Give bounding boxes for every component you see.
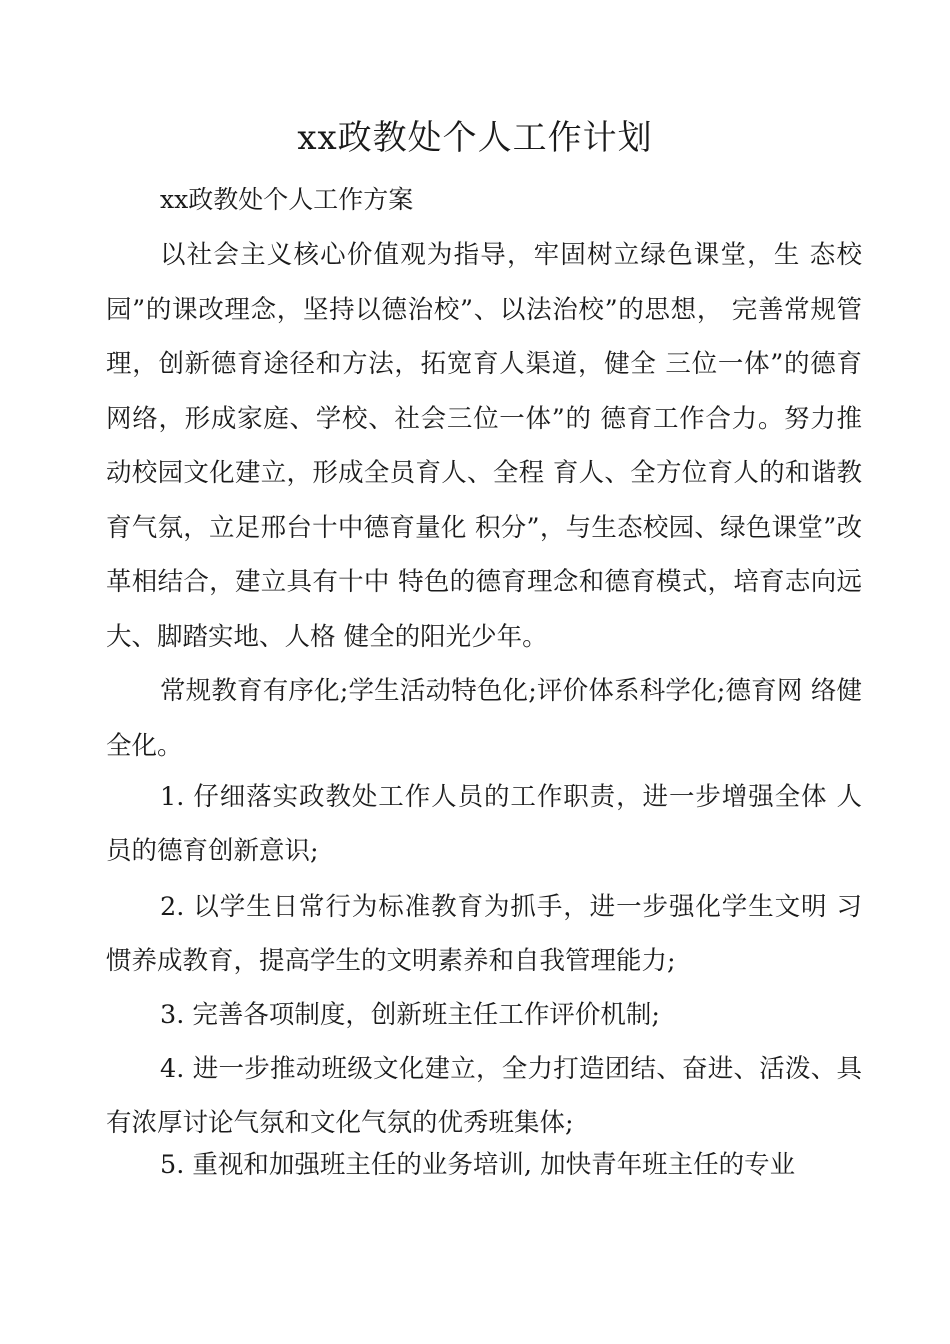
list-item: 5. 重视和加强班主任的业务培训, 加快青年班主任的专业 <box>160 1150 796 1180</box>
body-paragraph: 常规教育有序化;学生活动特色化;评价体系科学化;德育网 络健全化。 <box>106 676 862 761</box>
list-item: 2. 以学生日常行为标准教育为抓手，进一步强化学生文明 习惯养成教育，提高学生的文明素养和自我管理能力; <box>106 892 862 976</box>
list-item: 4. 进一步推动班级文化建立，全力打造团结、奋进、活泼、具有浓厚讨论气氛和文化气氛的优秀班集体; <box>106 1054 862 1138</box>
body-paragraph: 以社会主义核心价值观为指导，牢固树立绿色课堂，生 态校园”的课改理念，坚持以德治校”、以法治校”的思想， 完善常规管理，创新德育途径和方法，拓宽育人渠道，健全 三位一体”的德育网络，形成家庭、学校、社会三位一体”的 德育工作合力。努力推动校园文化建立，形成全员育人、全程 育人、全方位育人的和谐教育气氛，立足邢台十中德育量化 积分”，与生态校园、绿色课堂”改革相结合，建立具有十中 特色的德育理念和德育模式，培育志向远大、脚踏实地、人格 健全的阳光少年。 <box>106 240 862 652</box>
document-subtitle: xx政教处个人工作方案 <box>160 185 414 214</box>
document-title: xx政教处个人工作计划 <box>297 118 653 158</box>
list-item: 3. 完善各项制度，创新班主任工作评价机制; <box>160 1000 661 1030</box>
list-item: 1. 仔细落实政教处工作人员的工作职责，进一步增强全体 人员的德育创新意识; <box>106 782 862 866</box>
